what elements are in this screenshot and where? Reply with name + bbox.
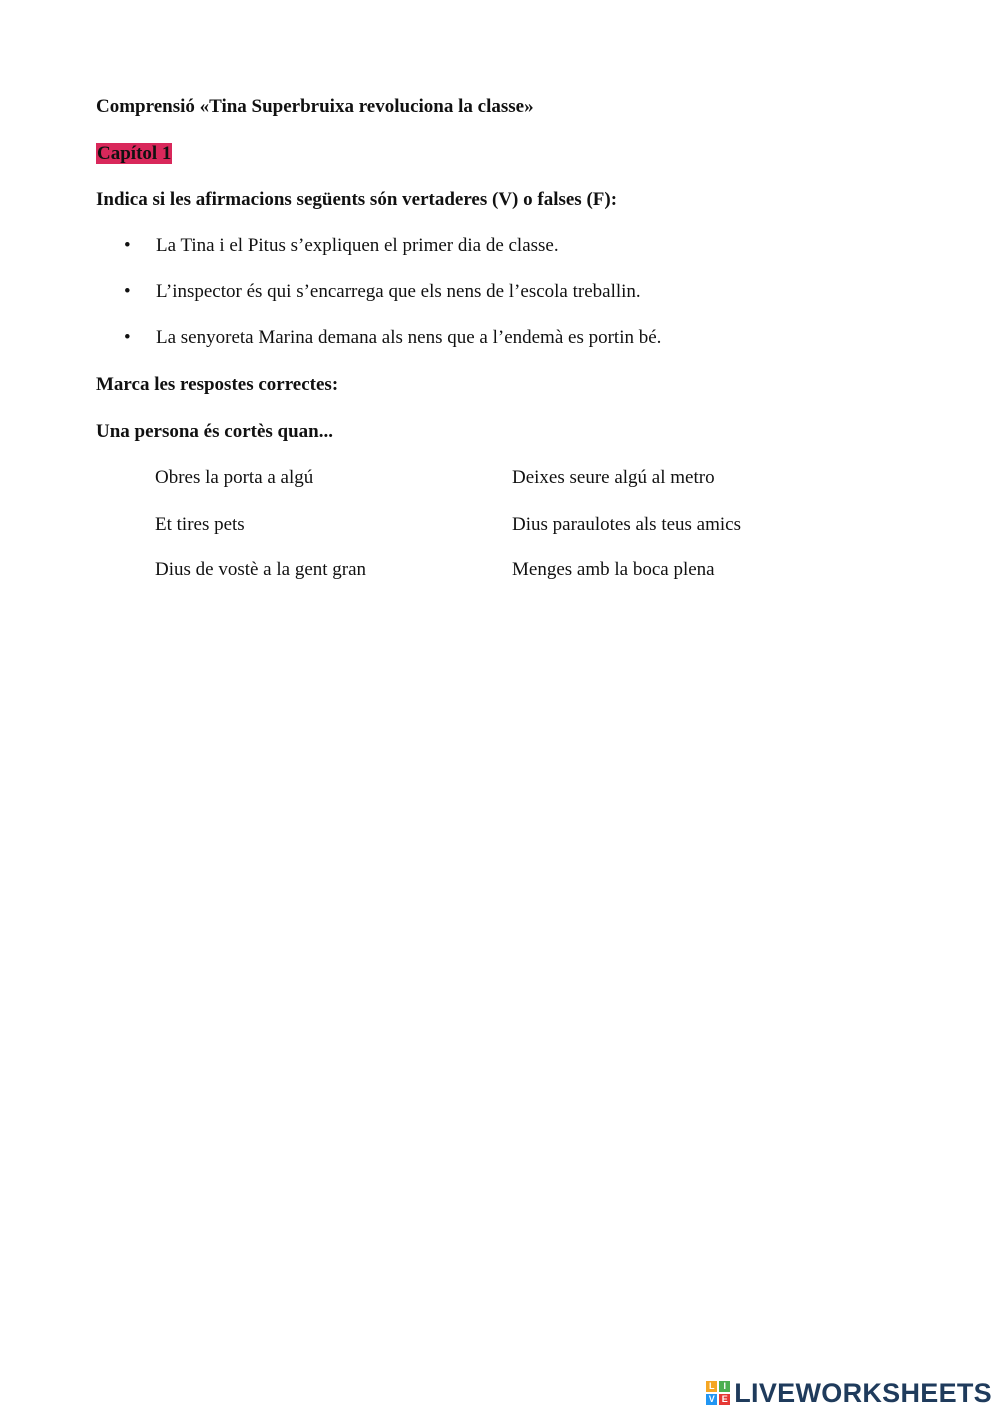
chapter-heading <box>96 142 172 166</box>
liveworksheets-logo <box>706 1378 992 1408</box>
answer-option[interactable]: Dius de vostè a la gent gran <box>155 559 367 580</box>
statement-item[interactable]: L’inspector és qui s’encarrega que els nens de l’escola treballin. <box>156 281 641 302</box>
statement-item[interactable]: La Tina i el Pitus s’expliquen el primer dia de classe. <box>156 235 559 256</box>
chapter-label: Capítol 1 <box>97 143 172 164</box>
true-false-instruction: Indica si les afirmacions següents són vertaderes (V) o falses (F): <box>96 189 618 210</box>
answer-option[interactable]: Dius paraulotes als teus amics <box>512 514 742 535</box>
bullet-icon: • <box>124 327 131 348</box>
question-text: Una persona és cortès quan... <box>96 421 333 442</box>
answer-option[interactable]: Et tires pets <box>155 514 245 535</box>
answer-option[interactable]: Deixes seure algú al metro <box>512 467 715 488</box>
worksheet-title: Comprensió «Tina Superbruixa revoluciona la classe» <box>96 96 534 117</box>
bullet-icon: • <box>124 235 131 256</box>
logo-mark-letter: V <box>706 1394 717 1405</box>
logo-mark-letter: I <box>719 1381 730 1392</box>
liveworksheets-wordmark: LIVEWORKSHEETS <box>734 1377 992 1408</box>
liveworksheets-mark-icon <box>706 1381 730 1405</box>
logo-mark-letter: L <box>706 1381 717 1392</box>
answer-option[interactable]: Menges amb la boca plena <box>512 559 715 580</box>
multiple-choice-instruction: Marca les respostes correctes: <box>96 374 339 395</box>
bullet-icon: • <box>124 281 131 302</box>
logo-mark-letter: E <box>719 1394 730 1405</box>
answer-option[interactable]: Obres la porta a algú <box>155 467 314 488</box>
statement-item[interactable]: La senyoreta Marina demana als nens que a l’endemà es portin bé. <box>156 327 662 348</box>
